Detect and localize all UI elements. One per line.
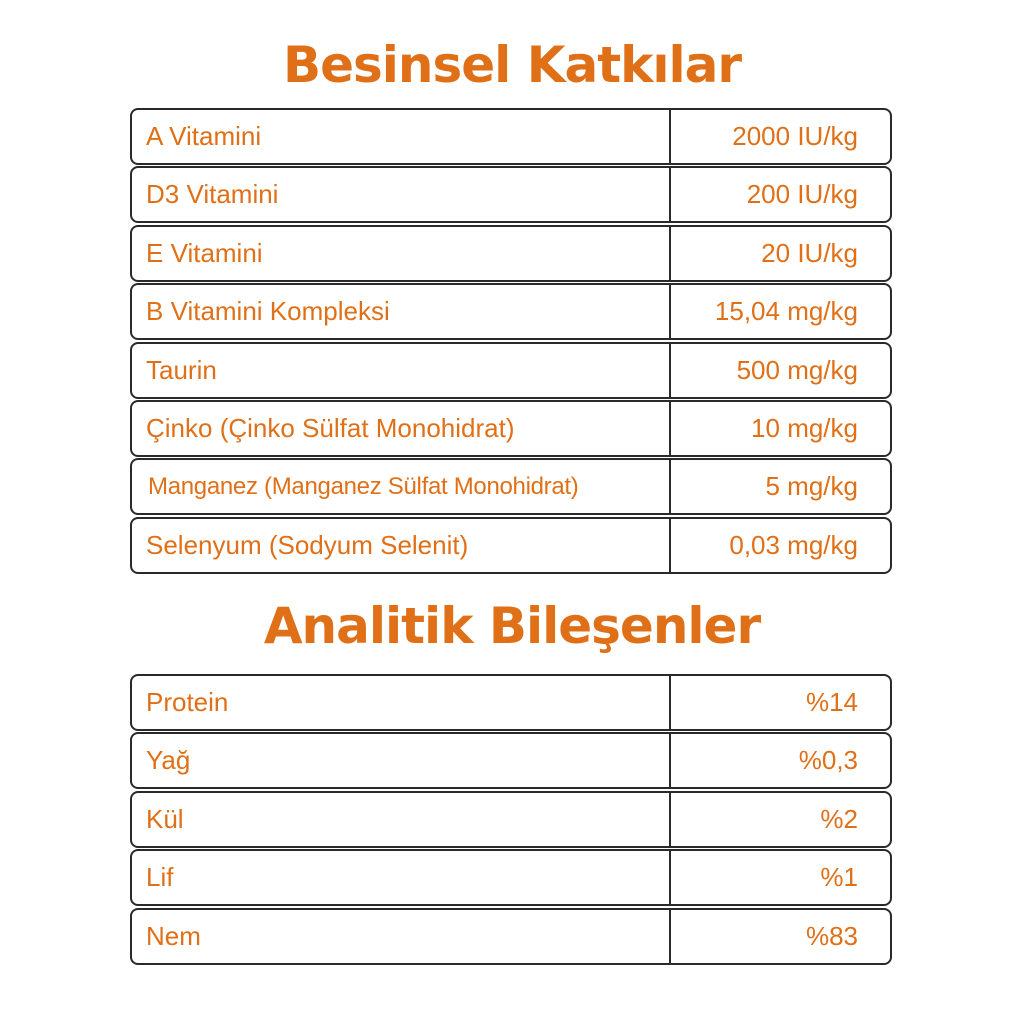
table-row xyxy=(130,674,892,731)
row-name: Manganez (Manganez Sülfat Monohidrat) xyxy=(132,460,671,513)
row-value: 200 IU/kg xyxy=(746,179,858,210)
row-name: Kül xyxy=(132,793,671,846)
row-name: Lif xyxy=(132,851,671,904)
row-value: %2 xyxy=(820,803,858,834)
table-row xyxy=(130,108,892,165)
table-row xyxy=(130,791,892,848)
row-value: 500 mg/kg xyxy=(736,354,858,385)
row-name: Nem xyxy=(132,910,671,963)
row-name: Taurin xyxy=(132,344,671,397)
additives-heading: Besinsel Katkılar xyxy=(282,36,742,94)
additives-table xyxy=(130,108,892,575)
table-row xyxy=(130,732,892,789)
analytic-heading: Analitik Bileşenler xyxy=(263,597,761,655)
row-name: Çinko (Çinko Sülfat Monohidrat) xyxy=(132,402,671,455)
row-value: 15,04 mg/kg xyxy=(714,296,858,327)
analytic-table xyxy=(130,674,892,966)
row-value: %0,3 xyxy=(798,745,858,776)
row-name: B Vitamini Kompleksi xyxy=(132,285,671,338)
table-row xyxy=(130,400,892,457)
table-row xyxy=(130,849,892,906)
table-row xyxy=(130,283,892,340)
table-row xyxy=(130,342,892,399)
row-name: E Vitamini xyxy=(132,227,671,280)
row-value: 5 mg/kg xyxy=(765,471,858,502)
row-value: %14 xyxy=(805,687,858,717)
table-row xyxy=(130,225,892,282)
table-row xyxy=(130,517,892,574)
row-name: A Vitamini xyxy=(132,110,671,163)
row-value: 2000 IU/kg xyxy=(732,121,858,151)
table-row xyxy=(130,166,892,223)
row-name: Protein xyxy=(132,676,671,729)
row-value: %83 xyxy=(805,920,858,951)
table-row xyxy=(130,908,892,965)
row-name: Selenyum (Sodyum Selenit) xyxy=(132,519,671,572)
row-value: 0,03 mg/kg xyxy=(729,529,858,560)
row-value: 10 mg/kg xyxy=(751,412,858,443)
row-name: Yağ xyxy=(132,734,671,787)
row-name: D3 Vitamini xyxy=(132,168,671,221)
row-value: %1 xyxy=(820,862,858,893)
table-row xyxy=(130,458,892,515)
row-value: 20 IU/kg xyxy=(761,237,858,268)
